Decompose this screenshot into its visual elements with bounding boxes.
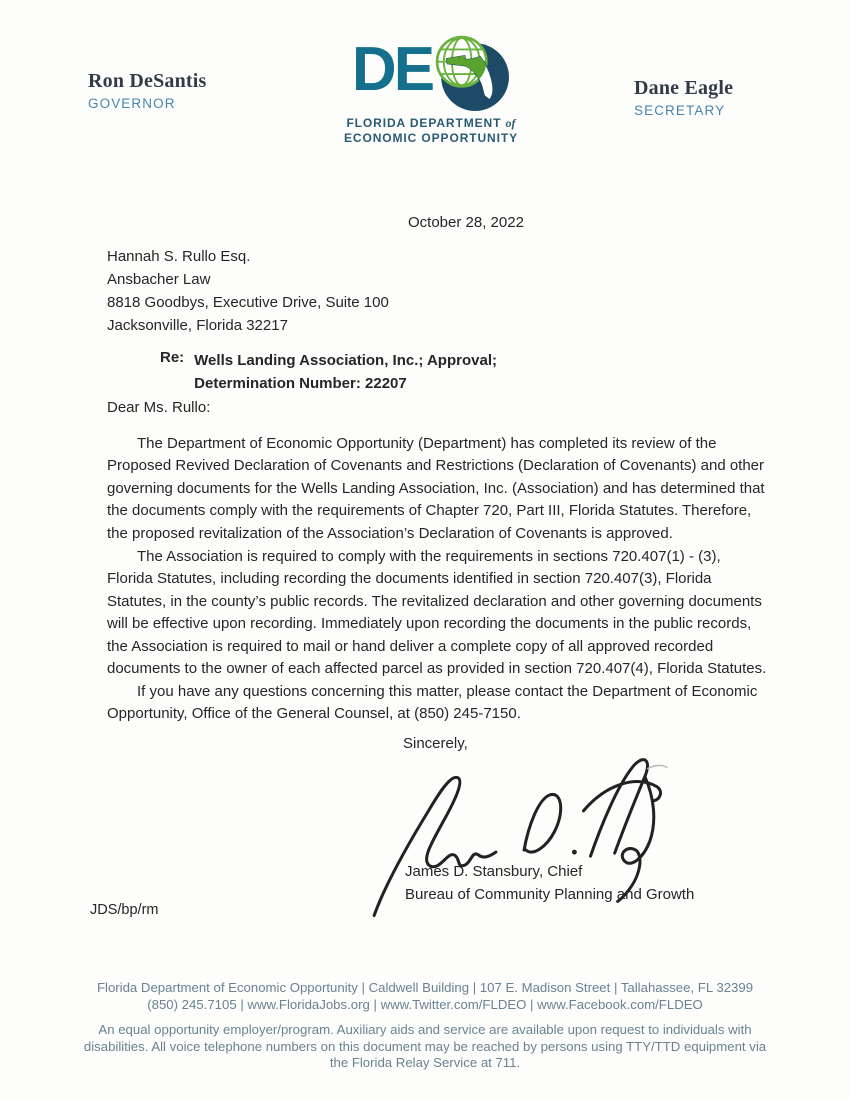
signer-title: Bureau of Community Planning and Growth xyxy=(405,885,695,903)
re-subject-line1: Wells Landing Association, Inc.; Approval; xyxy=(194,352,497,369)
governor-title: GOVERNOR xyxy=(88,96,176,111)
closing-sincerely: Sincerely, xyxy=(403,735,468,752)
recipient-city: Jacksonville, Florida 32217 xyxy=(107,317,288,334)
recipient-street: 8818 Goodbys, Executive Drive, Suite 100 xyxy=(107,294,389,311)
deo-logo-de-text: DE xyxy=(351,35,433,104)
footer-address-line: Florida Department of Economic Opportunity | Caldwell Building | 107 E. Madison Street | Tallahassee, FL 32399 xyxy=(96,980,754,995)
deo-logo-letters xyxy=(336,34,526,114)
secretary-title: SECRETARY xyxy=(634,103,726,118)
secretary-block xyxy=(634,77,733,118)
re-subject-block xyxy=(160,349,497,395)
deo-logo xyxy=(336,34,526,145)
governor-block xyxy=(88,70,207,111)
florida-globe-icon xyxy=(434,34,510,112)
recipient-address xyxy=(107,245,389,337)
body-paragraph-2: The Association is required to comply with the requirements in sections 720.407(1) - (3), Florida Statutes, including recording the documents identified in section 720.407(3), Florida Statutes, in the county’s public records. The revitalized declaration and other governing documents will be effective upon recording. Immediately upon recording the documents in the public records, the Association is required to mail or hand deliver a complete copy of all approved recorded documents to the owner of each affected parcel as provided in section 720.407(4), Florida Statutes. xyxy=(107,548,767,678)
recipient-firm: Ansbacher Law xyxy=(107,271,211,288)
footer-accessibility-block xyxy=(70,1022,780,1072)
footer-links-line: (850) 245.7105 | www.FloridaJobs.org | www.Twitter.com/FLDEO | www.Facebook.com/FLDEO xyxy=(147,996,703,1012)
governor-name: Ron DeSantis xyxy=(88,70,207,92)
footer-accessibility-line3: the Florida Relay Service at 711. xyxy=(329,1055,521,1070)
deo-wordmark-line1: FLORIDA DEPARTMENT xyxy=(346,116,502,130)
reference-initials: JDS/bp/rm xyxy=(90,902,159,918)
footer-contact-block xyxy=(0,980,850,1013)
deo-wordmark-of: of xyxy=(505,116,516,130)
body-paragraph-1: The Department of Economic Opportunity (Department) has completed its review of the Proposed Revived Declaration of Covenants and Restrictions (Declaration of Covenants) and other governing documents for the Wells Landing Association, Inc. (Association) and has determined that the documents comply with the requirements of Chapter 720, Part III, Florida Statutes. Therefore, the proposed revitalization of the Association’s Declaration of Covenants is approved. xyxy=(107,435,765,542)
recipient-name: Hannah S. Rullo Esq. xyxy=(107,248,251,265)
secretary-name: Dane Eagle xyxy=(634,77,734,99)
deo-wordmark-line2: ECONOMIC OPPORTUNITY xyxy=(343,130,518,145)
footer-accessibility-line1: An equal opportunity employer/program. Auxiliary aids and service are available upon request to individuals with xyxy=(98,1022,752,1037)
letter-date: October 28, 2022 xyxy=(408,214,524,231)
re-label: Re: xyxy=(160,349,185,366)
deo-logo-wordmark xyxy=(336,116,526,145)
footer-accessibility-line2: disabilities. All voice telephone numbers on this document may be reached by persons using TTY/TTD equipment via xyxy=(83,1038,767,1054)
signature-block xyxy=(405,861,694,906)
salutation: Dear Ms. Rullo: xyxy=(107,399,211,416)
re-subject-line2: Determination Number: 22207 xyxy=(194,375,407,392)
signer-name: James D. Stansbury, Chief xyxy=(405,863,583,880)
body-paragraph-3: If you have any questions concerning this matter, please contact the Department of Economic Opportunity, Office of the General Counsel, at (850) 245-7150. xyxy=(107,683,758,723)
